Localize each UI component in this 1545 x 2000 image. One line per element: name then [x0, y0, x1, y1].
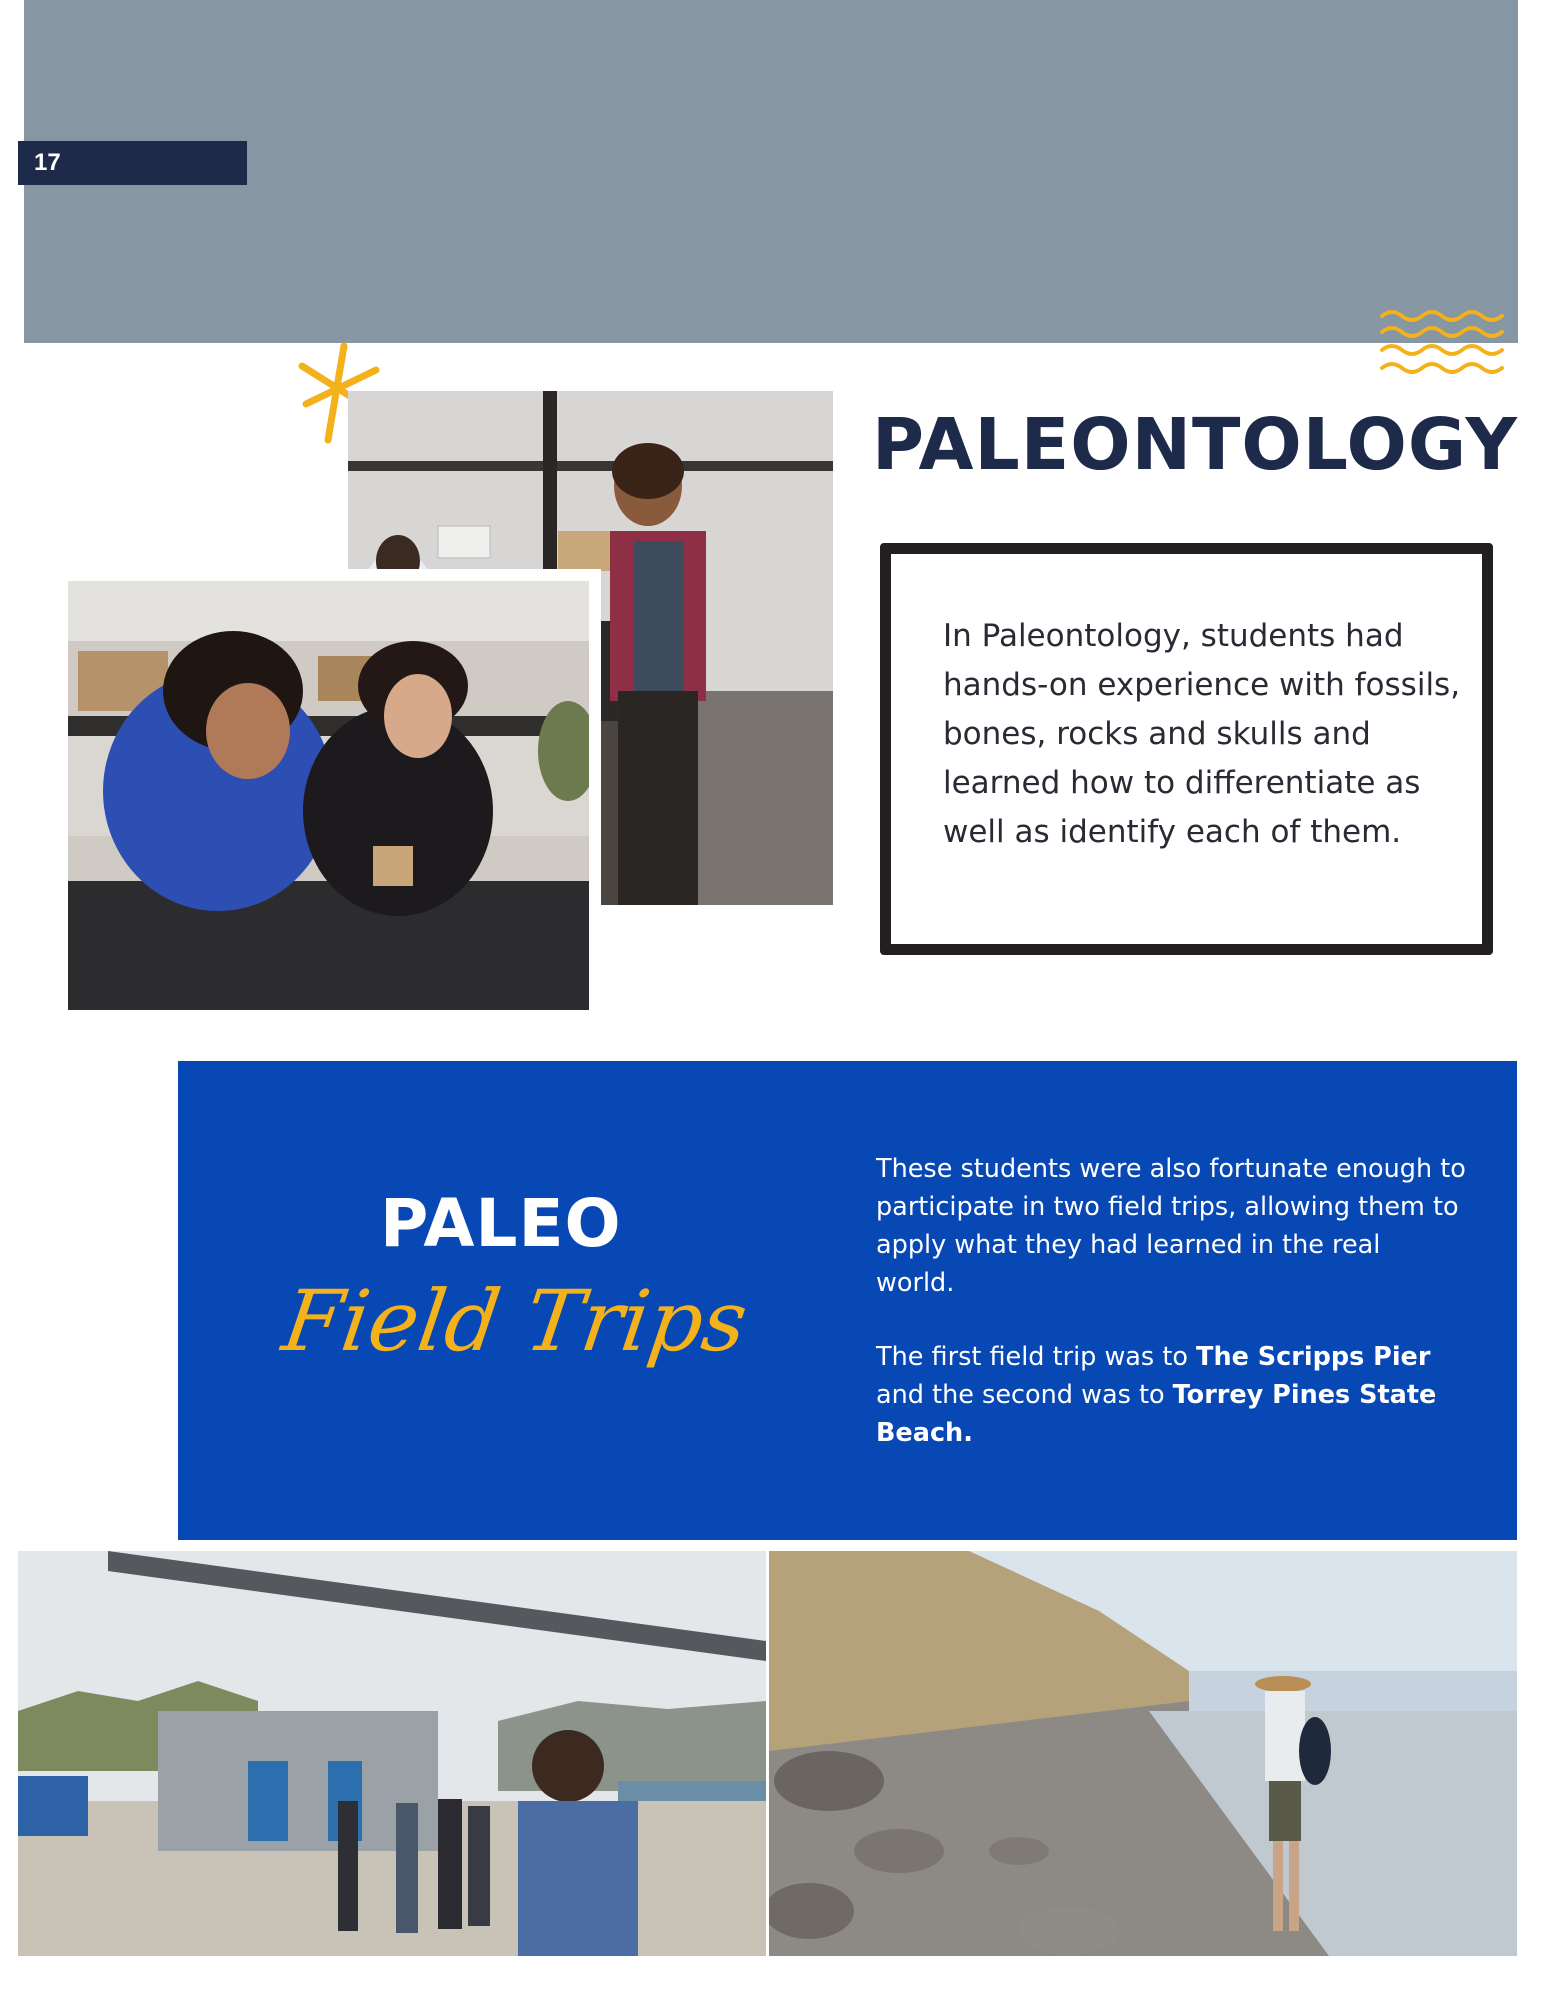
wave-decoration-icon	[1380, 306, 1504, 374]
field-trips-body	[876, 1150, 1466, 1488]
paragraph-2-middle: and the second was to	[876, 1380, 1173, 1410]
location-torrey-pines: Torrey Pines State Beach.	[876, 1380, 1437, 1448]
header-band	[24, 0, 1518, 343]
scripps-pier-photo	[18, 1551, 766, 1956]
field-trips-paragraph-2	[876, 1338, 1466, 1452]
location-scripps-pier: The Scripps Pier	[1196, 1342, 1431, 1372]
description-text: In Paleontology, students had hands-on experience with fossils, bones, rocks and skulls and learned how to differentiate as well as identify each of them.	[943, 618, 1461, 850]
paragraph-2-prefix: The first field trip was to	[876, 1342, 1197, 1372]
field-trips-script-heading: Field Trips	[277, 1272, 754, 1370]
torrey-pines-beach-photo	[769, 1551, 1517, 1956]
field-trips-heading: PALEO	[380, 1185, 622, 1262]
section-title: PALEONTOLOGY	[872, 403, 1518, 486]
students-fossil-photo	[56, 569, 601, 1018]
page-number-tab	[18, 141, 247, 185]
field-trips-paragraph-1: These students were also fortunate enough to participate in two field trips, allowing them to apply what they had learned in the real world.	[876, 1154, 1466, 1298]
page-number: 17	[34, 149, 61, 176]
description-box	[880, 543, 1493, 955]
